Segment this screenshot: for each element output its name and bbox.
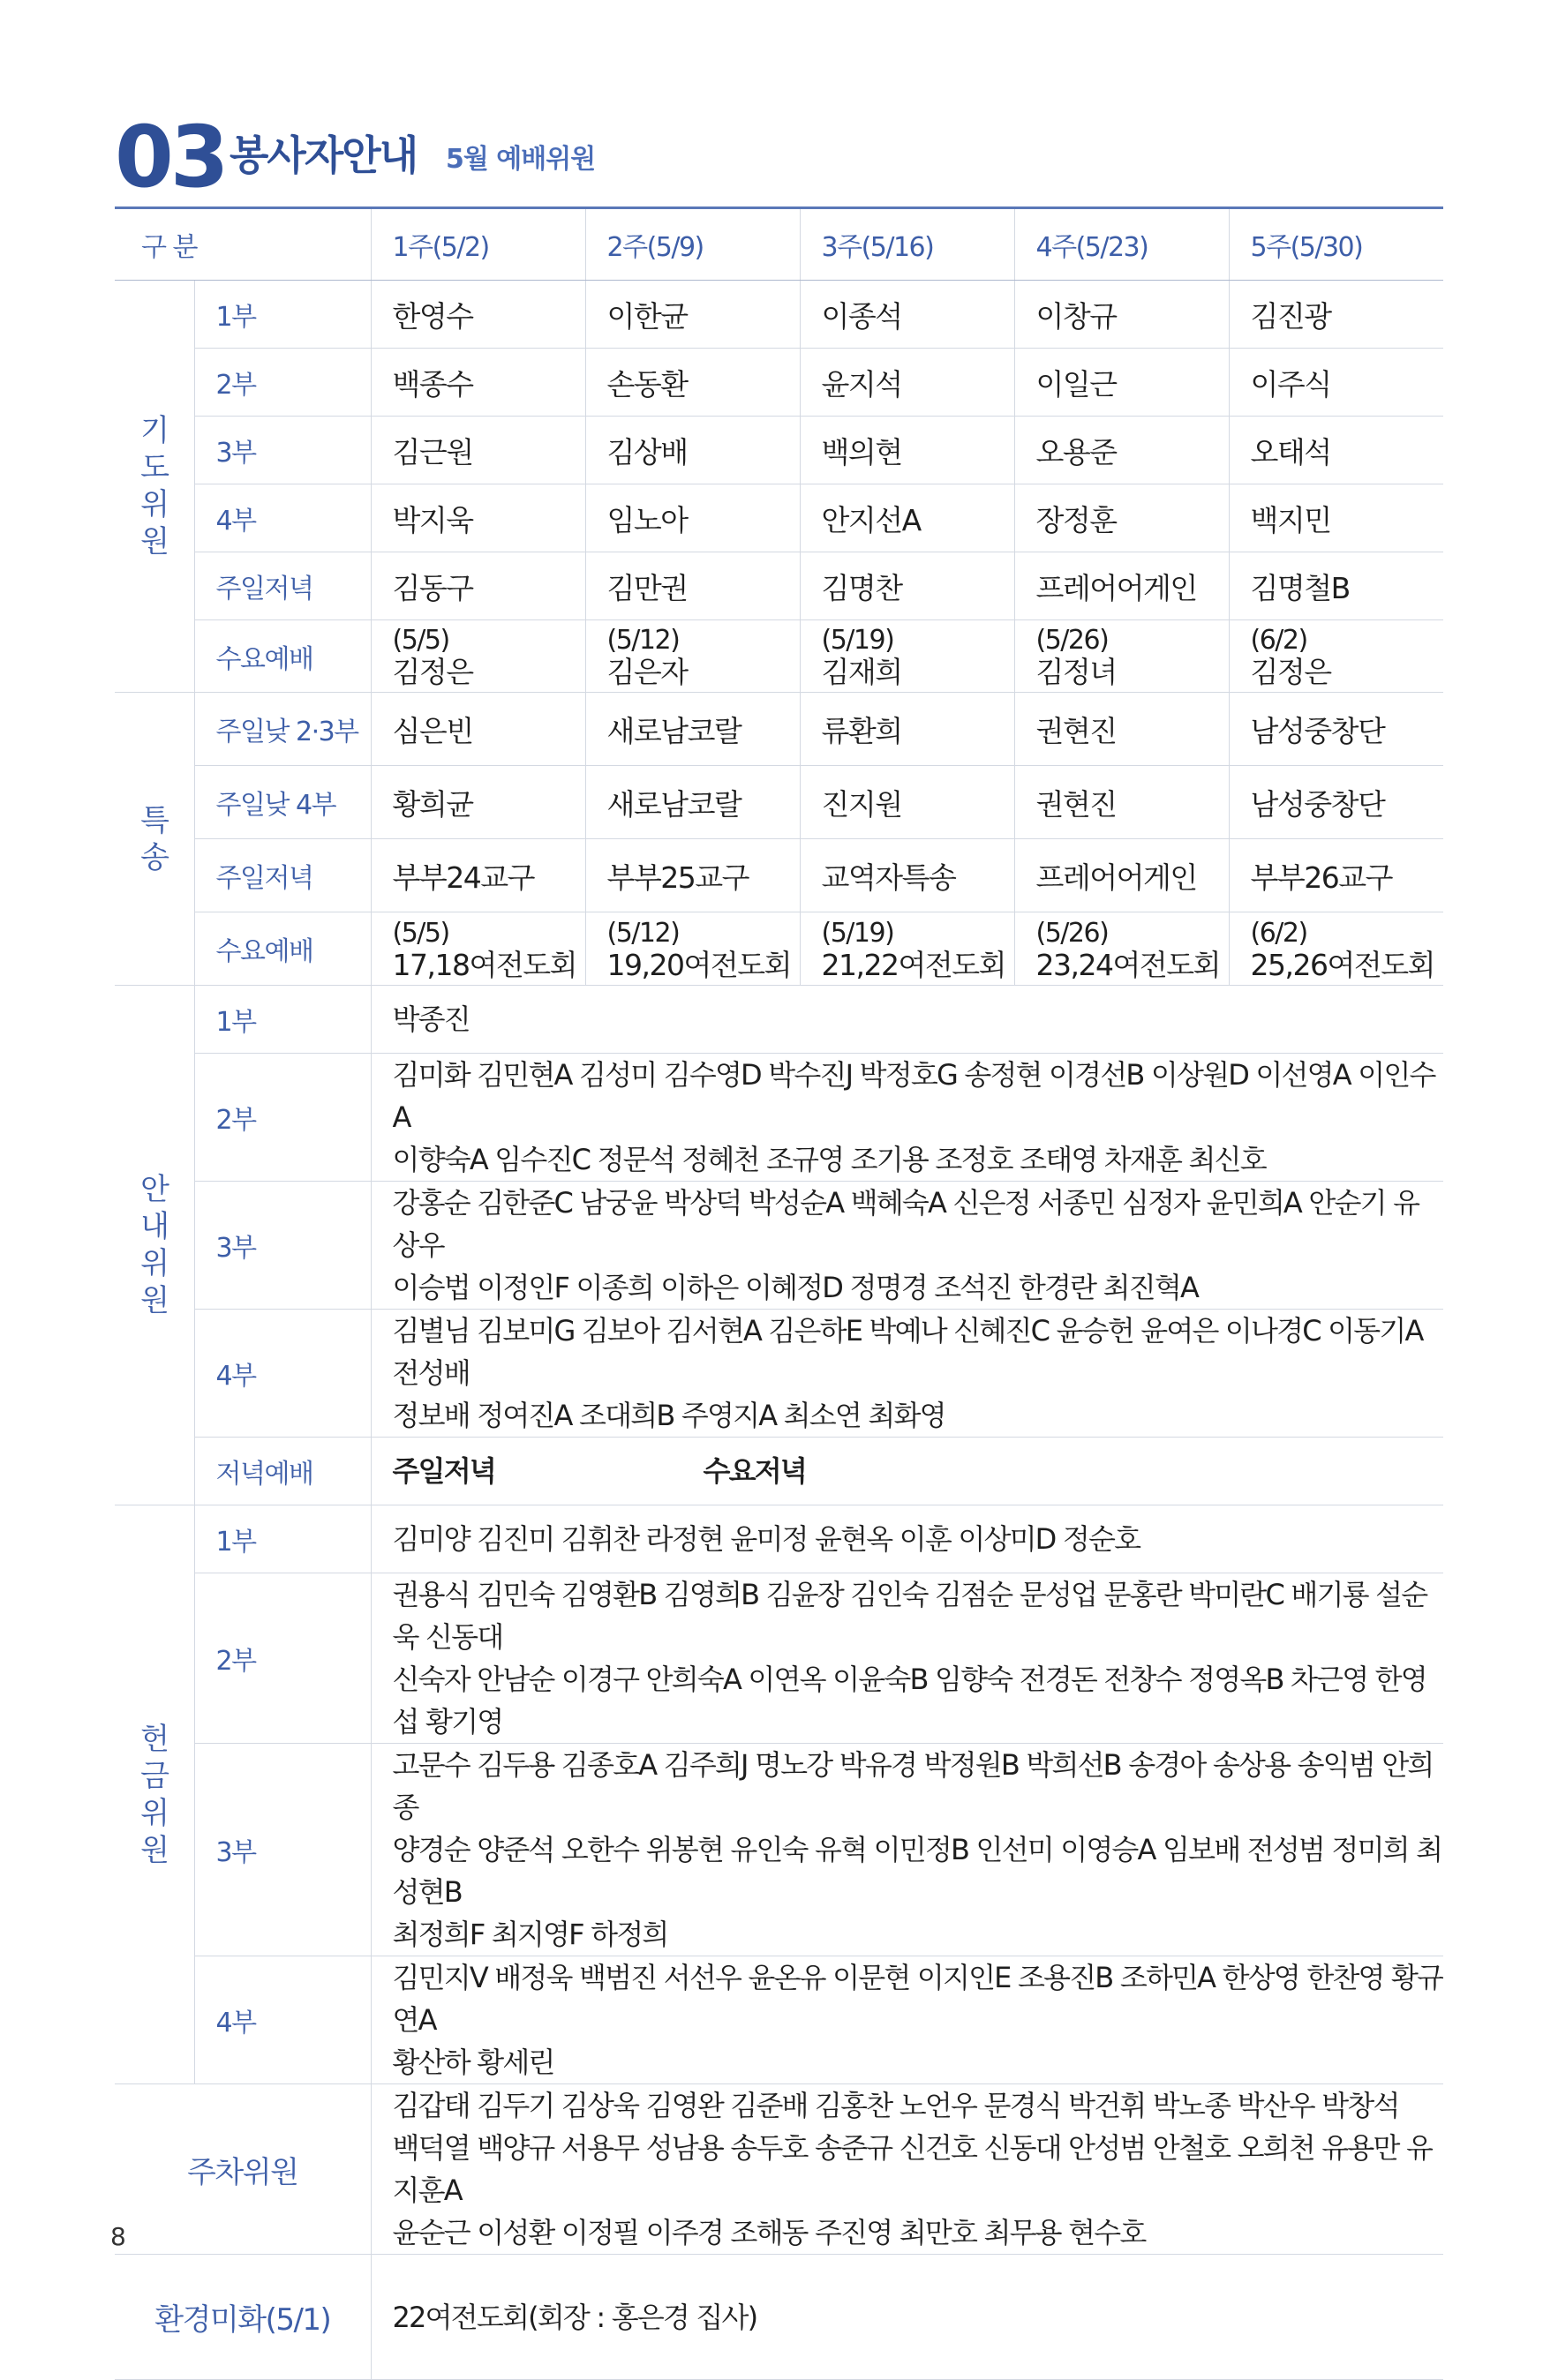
table-cell: 이주식 [1229,349,1443,417]
table-row [115,1054,1443,1182]
names-line: 황산하 황세린 [392,2046,554,2079]
table-cell: 백의현 [800,417,1014,484]
table-cell: 새로남코랄 [585,693,800,766]
names-cell [371,1573,1443,1744]
table-cell: 김명찬 [800,552,1014,620]
group-label-offering: 헌금위원 [115,1505,194,2084]
table-cell: 새로남코랄 [585,766,800,839]
table-cell [1014,620,1229,693]
row-label: 수요예배 [194,912,371,986]
cell-name: 17,18여전도회 [392,948,576,982]
table-row [115,839,1443,912]
cell-name: 23,24여전도회 [1035,948,1220,982]
cell-name: 김재희 [821,655,902,689]
table-cell: 장정훈 [1014,484,1229,552]
week-header: 4주(5/23) [1014,209,1229,281]
table-cell: 김명철B [1229,552,1443,620]
table-cell: 부부24교구 [371,839,585,912]
names-cell [371,1505,1443,1573]
page-number: 8 [110,2222,126,2251]
table-cell: 권현진 [1014,766,1229,839]
category-header: 구 분 [115,209,371,281]
table-row [115,2255,1443,2380]
names-cell [371,1744,1443,1956]
section-title: 봉사자안내 [230,131,418,179]
table-row [115,1573,1443,1744]
table-row [115,1956,1443,2084]
cell-date: (5/19) [821,918,894,949]
cell-date: (5/12) [606,625,680,656]
row-label: 저녁예배 [194,1438,371,1505]
cell-name: 김은자 [606,655,688,689]
table-cell [585,620,800,693]
cell-date: (5/26) [1035,625,1109,656]
table-cell [1229,912,1443,986]
cell-date: (5/26) [1035,918,1109,949]
names-cell [371,1956,1443,2084]
cell-name: 김정은 [1250,655,1331,689]
table-row [115,1744,1443,1956]
table-cell: 오태석 [1229,417,1443,484]
section-number: 03 [115,108,226,206]
row-label: 4부 [194,484,371,552]
table-cell [371,912,585,986]
table-row [115,484,1443,552]
table-cell: 안지선A [800,484,1014,552]
row-label: 1부 [194,986,371,1054]
table-cell [1014,912,1229,986]
cell-name: 25,26여전도회 [1250,948,1434,982]
table-cell: 교역자특송 [800,839,1014,912]
row-label: 2부 [194,1054,371,1182]
names-cell [371,1182,1443,1310]
row-label: 4부 [194,1956,371,2084]
group-label-environment: 환경미화(5/1) [115,2255,371,2380]
table-cell: 심은빈 [371,693,585,766]
cell-date: (5/5) [392,625,449,656]
group-label-prayer: 기도위원 [115,281,194,693]
names-line: 이향숙A 임수진C 정문석 정혜천 조규영 조기용 조정호 조태영 차재훈 최신호 [392,1143,1266,1176]
table-cell: 임노아 [585,484,800,552]
table-cell [800,912,1014,986]
row-label: 2부 [194,349,371,417]
table-cell: 남성중창단 [1229,693,1443,766]
table-row [115,1182,1443,1310]
names-line: 양경순 양준석 오한수 위봉현 유인숙 유혁 이민정B 인선미 이영승A 임보배 전성범 정미희 최성현B [392,1833,1442,1909]
names-line: 박종진 [392,1002,470,1036]
table-row [115,693,1443,766]
table-cell: 진지원 [800,766,1014,839]
names-line: 김민지V 배정욱 백범진 서선우 윤온유 이문현 이지인E 조용진B 조하민A 한상영 한찬영 황규연A [392,1961,1443,2037]
names-line: 강홍순 김한준C 남궁윤 박상덕 박성순A 백혜숙A 신은정 서종민 심정자 윤민희A 안순기 유상우 [392,1186,1419,1262]
cell-date: (6/2) [1250,625,1307,656]
cell-name: 김정은 [392,655,473,689]
sunday-evening-label: 주일저녁 [392,1454,495,1488]
table-cell [585,912,800,986]
names-cell [371,986,1443,1054]
week-header: 3주(5/16) [800,209,1014,281]
names-line: 정보배 정여진A 조대희B 주영지A 최소연 최화영 [392,1399,945,1432]
table-row [115,986,1443,1054]
row-label: 3부 [194,1744,371,1956]
names-line: 신숙자 안남순 이경구 안희숙A 이연옥 이윤숙B 임향숙 전경돈 전창수 정영옥B 차근영 한영섭 황기영 [392,1663,1426,1738]
table-cell: 권현진 [1014,693,1229,766]
table-cell: 프레어어게인 [1014,552,1229,620]
volunteer-table [115,209,1443,2380]
table-cell [1229,620,1443,693]
table-cell: 이일근 [1014,349,1229,417]
section-subtitle: 5월 예배위원 [446,144,596,175]
row-label: 2부 [194,1573,371,1744]
table-cell [800,620,1014,693]
cell-name: 김정녀 [1035,655,1117,689]
names-line: 고문수 김두용 김종호A 김주희J 명노강 박유경 박정원B 박희선B 송경아 송상용 송익범 안희종 [392,1748,1434,1824]
cell-name: 21,22여전도회 [821,948,1005,982]
table-cell: 부부25교구 [585,839,800,912]
week-header: 5주(5/30) [1229,209,1443,281]
table-cell: 김만권 [585,552,800,620]
table-cell: 이창규 [1014,281,1229,349]
table-cell: 한영수 [371,281,585,349]
table-cell: 백종수 [371,349,585,417]
row-label: 4부 [194,1310,371,1438]
names-line: 권용식 김민숙 김영환B 김영희B 김윤장 김인숙 김점순 문성업 문홍란 박미란C 배기룡 설순욱 신동대 [392,1578,1427,1654]
table-cell: 김진광 [1229,281,1443,349]
row-label: 3부 [194,417,371,484]
table-row [115,2084,1443,2255]
group-label-usher: 안내위원 [115,986,194,1505]
table-row [115,417,1443,484]
table-row [115,1310,1443,1438]
table-cell: 류환희 [800,693,1014,766]
table-cell: 윤지석 [800,349,1014,417]
table-cell: 이종석 [800,281,1014,349]
table-cell: 프레어어게인 [1014,839,1229,912]
table-cell: 부부26교구 [1229,839,1443,912]
table-cell: 손동환 [585,349,800,417]
table-cell: 백지민 [1229,484,1443,552]
table-cell: 황희균 [371,766,585,839]
names-line: 최정희F 최지영F 하정희 [392,1918,668,1951]
row-label: 주일낮 2·3부 [194,693,371,766]
names-line: 김별님 김보미G 김보아 김서현A 김은하E 박예나 신혜진C 윤승헌 윤여은 이나경C 이동기A 전성배 [392,1314,1423,1390]
evening-cell [371,1438,1443,1505]
names-line: 김갑태 김두기 김상욱 김영완 김준배 김홍찬 노언우 문경식 박건휘 박노종 박산우 박창석 [392,2089,1399,2122]
row-label: 3부 [194,1182,371,1310]
table-cell: 김상배 [585,417,800,484]
row-label: 수요예배 [194,620,371,693]
group-label-parking: 주차위원 [115,2084,371,2255]
cell-date: (5/5) [392,918,449,949]
names-cell [371,2084,1443,2255]
names-line: 김미양 김진미 김휘찬 라정현 윤미정 윤현옥 이훈 이상미D 정순호 [392,1522,1140,1556]
cell-date: (6/2) [1250,918,1307,949]
table-cell: 박지욱 [371,484,585,552]
table-cell: 김동구 [371,552,585,620]
environment-cell: 22여전도회(회장 : 홍은경 집사) [371,2255,1443,2380]
names-line: 윤순근 이성환 이정필 이주경 조해동 주진영 최만호 최무용 현수호 [392,2216,1146,2249]
row-label: 주일낮 4부 [194,766,371,839]
table-row [115,912,1443,986]
cell-date: (5/19) [821,625,894,656]
week-header: 2주(5/9) [585,209,800,281]
group-label-special: 특송 [115,693,194,986]
table-row [115,1505,1443,1573]
wednesday-evening-label: 수요저녁 [703,1454,806,1488]
week-header: 1주(5/2) [371,209,585,281]
table-row [115,766,1443,839]
row-label: 1부 [194,281,371,349]
names-cell [371,1054,1443,1182]
table-row [115,620,1443,693]
table-row [115,349,1443,417]
row-label: 주일저녁 [194,552,371,620]
names-line: 백덕열 백양규 서용무 성남용 송두호 송준규 신건호 신동대 안성범 안철호 오희천 유용만 유지훈A [392,2131,1433,2207]
table-row [115,1438,1443,1505]
table-cell: 김근원 [371,417,585,484]
table-header-row [115,209,1443,281]
table-cell: 이한균 [585,281,800,349]
row-label: 1부 [194,1505,371,1573]
cell-date: (5/12) [606,918,680,949]
row-label: 주일저녁 [194,839,371,912]
table-row [115,281,1443,349]
table-cell: 남성중창단 [1229,766,1443,839]
table-cell: 오용준 [1014,417,1229,484]
names-line: 이승법 이정인F 이종희 이하은 이혜정D 정명경 조석진 한경란 최진혁A [392,1271,1199,1304]
names-cell [371,1310,1443,1438]
table-row [115,552,1443,620]
names-line: 김미화 김민현A 김성미 김수영D 박수진J 박정호G 송정현 이경선B 이상원D 이선영A 이인수A [392,1058,1435,1134]
cell-name: 19,20여전도회 [606,948,791,982]
table-cell [371,620,585,693]
